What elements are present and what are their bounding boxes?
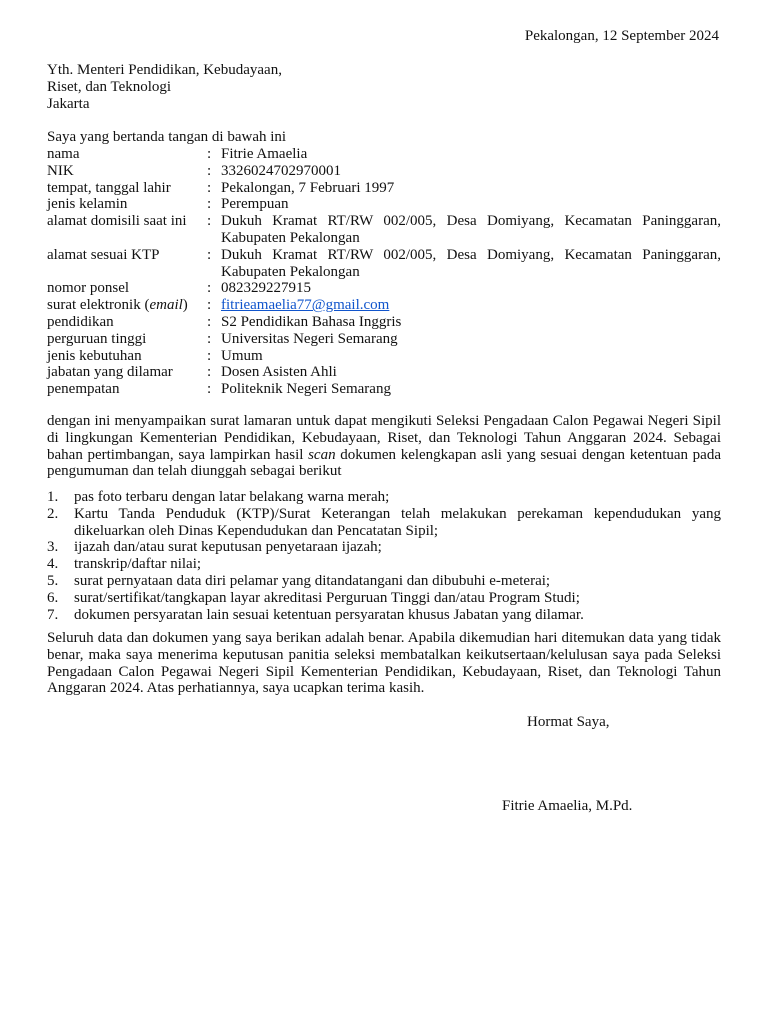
colon: : [207,313,212,330]
colon: : [207,162,212,179]
colon: : [207,146,212,162]
intro-sentence: Saya yang bertanda tangan di bawah ini [47,129,287,145]
list-text: ijazah dan/atau surat keputusan penyetaraan ijazah; [74,539,382,556]
addressee-block [47,62,282,112]
identity-value: Perempuan [221,196,289,213]
list-text: Kartu Tanda Penduduk (KTP)/Surat Keterangan telah melakukan perekaman kependudukan yang dikeluarkan oleh Dinas Kependudukan dan Pencatatan Sipil; [74,505,721,539]
colon: : [207,280,212,297]
identity-row-education [47,314,721,331]
identity-label: nomor ponsel [47,280,130,297]
colon: : [207,364,212,381]
identity-value: Fitrie Amaelia [221,146,308,162]
identity-label: tempat, tanggal lahir [47,179,171,196]
addressee-line: Yth. Menteri Pendidikan, Kebudayaan, [47,62,282,78]
identity-row-position [47,364,721,381]
paragraph-text: dokumen kelengkapan asli yang sesuai dengan ketentuan pada pengumuman dan telah diunggah sebagai berikut [47,446,721,480]
list-number: 3. [47,539,59,556]
list-text: pas foto terbaru dengan latar belakang warna merah; [74,489,390,505]
identity-label: NIK [47,162,74,179]
list-number: 5. [47,572,59,589]
colon: : [207,196,212,213]
identity-row-university [47,331,721,348]
place-date: Pekalongan, 12 September 2024 [524,28,719,44]
addressee-line: Riset, dan Teknologi [47,78,172,95]
signer-name: Fitrie Amaelia, M.Pd. [502,798,633,814]
list-item [47,506,721,540]
list-number: 2. [47,505,59,522]
colon: : [207,213,212,230]
closing-salutation: Hormat Saya, [527,714,610,730]
colon: : [207,297,212,314]
colon: : [207,381,212,398]
identity-row-placement [47,381,721,398]
identity-value: Umum [221,347,263,364]
identity-row-email [47,297,721,314]
list-item [47,556,721,573]
identity-value: Politeknik Negeri Semarang [221,381,391,398]
identity-row-nik [47,163,721,180]
identity-row-domicile [47,213,721,247]
identity-label: nama [47,146,80,162]
scan-emphasis: scan [308,446,336,463]
identity-row-ktp-address [47,247,721,281]
identity-value: Dukuh Kramat RT/RW 002/005, Desa Domiyang, Kecamatan Paninggaran, Kabupaten Pekalongan [221,213,721,246]
identity-label [47,297,207,314]
paragraph-text: dengan ini menyampaikan surat lamaran untuk dapat mengikuti Seleksi Pengadaan Calon Pegawai Negeri Sipil di lingkungan Kementerian Pendidikan, Kebudayaan, Riset, dan Teknologi Tahun Anggaran 2024. Sebagai bahan pertimbangan, saya lampirkan hasil [47,413,721,463]
email-label-em: email [149,297,183,314]
list-item [47,539,721,556]
colon: : [207,330,212,347]
application-paragraph [47,413,721,480]
colon: : [207,179,212,196]
identity-value: Pekalongan, 7 Februari 1997 [221,179,395,196]
email-link[interactable]: fitrieamaelia77@gmail.com [221,297,390,314]
list-number: 4. [47,556,59,573]
attachment-list [47,489,721,623]
list-number: 7. [47,606,59,623]
identity-label: penempatan [47,381,120,398]
identity-row-gender [47,196,721,213]
identity-label: perguruan tinggi [47,330,147,347]
list-item [47,590,721,607]
identity-value: 082329227915 [221,280,311,297]
list-text: dokumen persyaratan lain sesuai ketentuan persyaratan khusus Jabatan yang dilamar. [74,606,584,623]
statement-paragraph: Seluruh data dan dokumen yang saya berikan adalah benar. Apabila dikemudian hari ditemukan data yang tidak benar, maka saya menerima keputusan panitia seleksi membatalkan keikutsertaan/kelulusan saya pada Seleksi Pengadaan Calon Pegawai Negeri Sipil Kementerian Pendidikan, Kebudayaan, Riset, dan Teknologi Tahun Anggaran 2024. Atas perhatiannya, saya ucapkan terima kasih. [47,630,721,697]
email-label-prefix: surat elektronik ( [47,297,150,314]
identity-row-phone [47,280,721,297]
identity-value: S2 Pendidikan Bahasa Inggris [221,313,402,330]
identity-row-name [47,146,721,163]
list-number: 1. [47,489,59,505]
identity-value: Universitas Negeri Semarang [221,330,398,347]
identity-value [221,297,721,314]
identity-row-birth [47,180,721,197]
identity-label: jenis kebutuhan [47,347,142,364]
addressee-city: Jakarta [47,95,90,112]
list-item [47,607,721,624]
identity-value: Dukuh Kramat RT/RW 002/005, Desa Domiyang, Kecamatan Paninggaran, Kabupaten Pekalongan [221,246,721,280]
colon: : [207,347,212,364]
identity-table [47,146,721,398]
email-label-suffix: ) [182,297,188,314]
identity-label: alamat domisili saat ini [47,213,187,230]
list-number: 6. [47,589,59,606]
identity-row-need-type [47,348,721,365]
identity-label: pendidikan [47,313,114,330]
list-item [47,489,721,506]
colon: : [207,246,212,263]
list-item [47,573,721,590]
identity-label: jenis kelamin [47,196,128,213]
identity-label: jabatan yang dilamar [47,364,173,381]
list-text: surat pernyataan data diri pelamar yang ditandatangani dan dibubuhi e-meterai; [74,572,551,589]
identity-label: alamat sesuai KTP [47,246,160,263]
identity-value: 3326024702970001 [221,162,341,179]
identity-value: Dosen Asisten Ahli [221,364,337,381]
list-text: surat/sertifikat/tangkapan layar akreditasi Perguruan Tinggi dan/atau Program Studi; [74,589,580,606]
list-text: transkrip/daftar nilai; [74,556,202,573]
